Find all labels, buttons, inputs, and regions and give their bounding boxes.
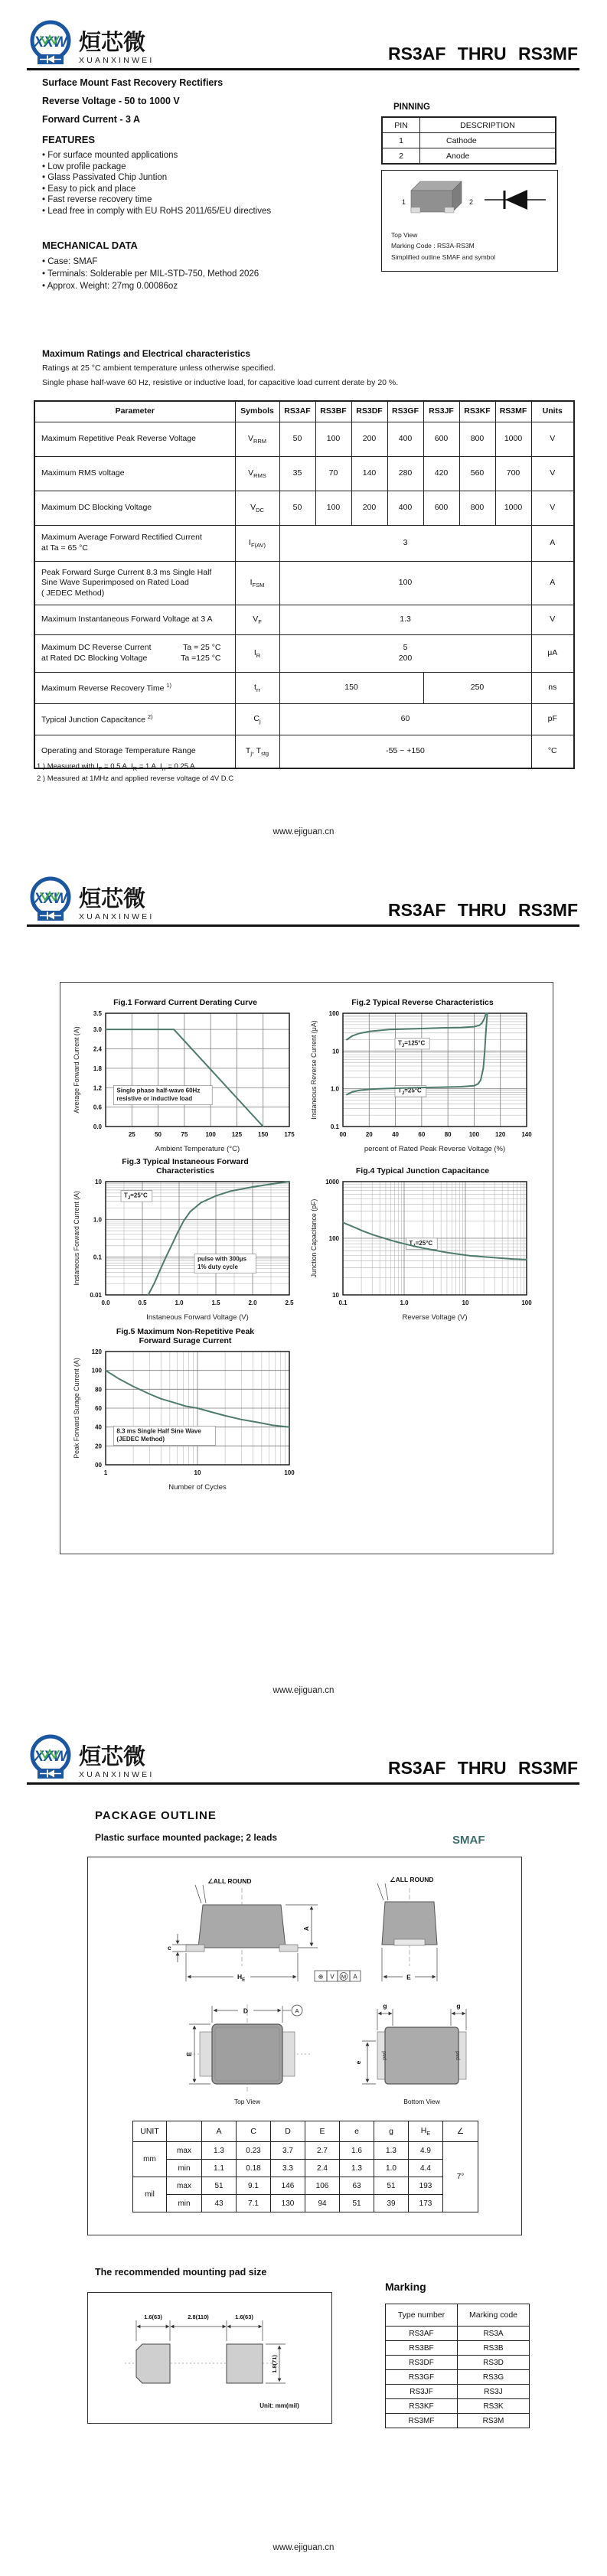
table-header-row [34,401,574,422]
footnote-2: 2 ) Measured at 1MHz and applied reverse voltage of 4V D.C [37,774,234,783]
svg-text:0.0: 0.0 [101,1299,110,1306]
page2-header [27,873,579,927]
svg-text:V: V [330,1973,335,1981]
footer-url: www.ejiguan.cn [272,827,335,836]
svg-text:∠ALL ROUND: ∠ALL ROUND [390,1876,434,1883]
pin-desc: Anode [420,148,556,165]
svg-text:A: A [295,2007,299,2014]
svg-text:percent of Rated Peak Reverse: percent of Rated Peak Reverse Voltage (%) [364,1145,506,1153]
doc-title: RS3AF THRU RS3MF [387,1758,578,1778]
table-row-vdc: Maximum DC Blocking Voltage $V_{DC}$ 50 100 200 400 600 800 1000 V [34,491,574,526]
figure-5 [70,1325,300,1499]
figure-4-title: Fig.4 Typical Junction Capacitance [355,1166,490,1176]
svg-text:M: M [341,1973,347,1981]
package-outline-title: PACKAGE OUTLINE [95,1809,217,1822]
pin-number: 1 [382,133,420,148]
col-rs3af: RS3AF [279,401,315,422]
svg-text:2.0: 2.0 [248,1299,257,1306]
svg-text:125: 125 [231,1131,243,1138]
dims-row-mil-min: min 43 7.1 130 94 51 39 173 [133,2195,478,2212]
svg-text:0.01: 0.01 [90,1292,102,1299]
svg-text:1.0: 1.0 [400,1299,409,1306]
svg-text:1.5: 1.5 [211,1299,220,1306]
svg-text:TJ​=25°C: $T_J=25^\circ C$ [409,1239,433,1249]
svg-text:50: 50 [155,1131,162,1138]
svg-text:40: 40 [95,1423,102,1431]
col-rs3df: RS3DF [351,401,387,422]
svg-text:100: 100 [91,1367,102,1374]
svg-text:XXW: XXW [34,34,67,51]
brand-name-en: XUANXINWEI [79,56,155,65]
svg-text:100: 100 [205,1131,216,1138]
diode-symbol-icon [485,190,546,210]
pinning-title: PINNING [393,103,430,112]
outline-caption-2: Marking Code : RS3A-RS3M [391,242,475,249]
pinning-table [381,116,556,165]
svg-text:0.1: 0.1 [93,1254,102,1261]
svg-text:100: 100 [328,1010,339,1017]
svg-text:2.8(110): 2.8(110) [188,2314,209,2320]
table-row: RS3MF RS3M [386,2414,530,2428]
svg-text:Number of Cycles: Number of Cycles [168,1483,227,1492]
brand-logo [27,1733,155,1781]
top-view [185,2004,312,2105]
svg-text:⊕: ⊕ [318,1973,324,1981]
table-row-trr: Maximum Reverse Recovery Time $^{1)}$ $t_{rr}$ 150 250 ns [34,673,574,704]
col-rs3kf: RS3KF [459,401,495,422]
ratings-table [34,400,575,769]
svg-text:c: c [168,1944,171,1952]
svg-text:8.3 ms Single Half Sine Wave: 8.3 ms Single Half Sine Wave [116,1427,201,1435]
col-units: Units [531,401,574,422]
dims-row-mil-max: mil max 51 9.1 146 106 63 51 193 [133,2177,478,2195]
svg-text:0.0: 0.0 [93,1123,102,1130]
mech-item: • Case: SMAF [42,256,371,268]
page1-header [27,17,579,70]
brand-logo [27,19,155,67]
svg-text:2.4: 2.4 [93,1045,102,1053]
brand-logo-icon [27,1733,74,1781]
col-rs3jf: RS3JF [423,401,459,422]
svg-text:pad: pad [455,2051,461,2060]
svg-text:80: 80 [95,1386,102,1394]
brand-name-en: XUANXINWEI [79,1770,155,1779]
svg-text:D: D [243,2007,249,2015]
angle-value: 7° [443,2142,478,2212]
mechanical-data-list [42,256,371,292]
footer-url: www.ejiguan.cn [272,2543,335,2552]
brand-logo [27,876,155,923]
svg-text:20: 20 [365,1131,373,1138]
svg-text:Single phase half-wave 60Hz: Single phase half-wave 60Hz [116,1087,201,1094]
svg-text:Instaneous Forward Current (A): Instaneous Forward Current (A) [73,1191,80,1286]
table-row-cj: Typical Junction Capacitance $^{2)}$ $C_j$ 60 pF [34,704,574,735]
svg-text:0.1: 0.1 [338,1299,348,1306]
table-row [382,148,556,165]
table-row-ifav: Maximum Average Forward Rectified Current at Ta = 65 °C $I_{F(AV)}$ 3 A [34,526,574,562]
marking-title: Marking [385,2281,426,2293]
svg-text:100: 100 [284,1469,295,1476]
svg-text:3.0: 3.0 [93,1026,102,1034]
brand-name-cn: 烜芯微 [79,31,146,55]
feature-item: • Easy to pick and place [42,184,364,195]
outline-caption-1: Top View [391,231,418,239]
tolerance-frame [315,1971,361,1981]
features-title: FEATURES [42,134,96,145]
table-row-vrms: Maximum RMS voltage $V_{RMS}$ 35 70 140 280 420 560 700 V [34,457,574,491]
brand-logo-icon [27,19,74,67]
product-line-1: Surface Mount Fast Recovery Rectifiers [42,77,224,88]
svg-text:Instaneous Forward Voltage (V): Instaneous Forward Voltage (V) [146,1313,249,1322]
page3-header [27,1731,579,1785]
pin2-label: 2 [469,198,474,206]
svg-text:A: A [302,1925,310,1932]
svg-text:40: 40 [392,1131,400,1138]
svg-text:HE: $H_E$ [237,1973,246,1983]
end-view [377,1876,437,1981]
svg-text:175: 175 [284,1131,295,1138]
footnote-1: 1 ) Measured with $I_F = 0.5$ A, $I_R = 1$ A, $I_{rr} = 0.25$ A [37,762,195,772]
figure-3-chart [70,1176,300,1325]
svg-text:pad: pad [382,2051,387,2060]
dimensions-table [132,2121,478,2212]
doc-title: RS3AF THRU RS3MF [387,44,578,64]
svg-text:80: 80 [444,1131,452,1138]
figure-1-chart [70,1007,300,1157]
svg-text:140: 140 [521,1131,532,1138]
svg-text:Ambient Temperature (°C): Ambient Temperature (°C) [155,1145,240,1153]
svg-text:100: 100 [521,1299,532,1306]
svg-text:1: 1 [103,1469,108,1476]
svg-text:1.6(63): 1.6(63) [144,2314,162,2320]
svg-text:E: E [185,2052,193,2056]
svg-text:1.2: 1.2 [93,1084,102,1092]
side-view [168,1877,361,1983]
svg-text:Unit: mm(mil): Unit: mm(mil) [259,2402,299,2409]
table-row: RS3BF RS3B [386,2341,530,2356]
svg-text:e: e [354,2060,362,2065]
svg-text:TJ​=25°C: $T_J=25^\circ C$ [398,1087,422,1097]
svg-text:0.6: 0.6 [93,1104,102,1111]
dims-row-mm-min: min 1.1 0.18 3.3 2.4 1.3 1.0 4.4 [133,2160,478,2177]
feature-item: • Lead free in comply with EU RoHS 2011/65/EU directives [42,206,364,217]
pinning-header-pin: PIN [382,117,420,133]
svg-text:E: E [406,1973,411,1981]
svg-text:TJ​=125°C: $T_J=125^\circ C$ [398,1039,426,1048]
product-line-3: Forward Current - 3 A [42,114,141,125]
brand-logo-icon [27,876,74,923]
marking-header-row: Type number Marking code [386,2304,530,2327]
table-row-vf: Maximum Instantaneous Forward Voltage at 3 A $V_F$ 1.3 V [34,605,574,635]
svg-text:∠ALL ROUND: ∠ALL ROUND [207,1877,252,1885]
svg-text:1000: 1000 [325,1179,339,1185]
svg-text:1.8(71): 1.8(71) [271,2355,278,2373]
mounting-pad-box [87,2292,332,2424]
dims-row-mm-max: mm max 1.3 0.23 3.7 2.7 1.6 1.3 4.9 7° [133,2142,478,2160]
table-row: RS3KF RS3K [386,2399,530,2414]
svg-text:Peak Forward Surage Current (A: Peak Forward Surage Current (A) [73,1358,80,1459]
svg-text:pulse with 300μs: pulse with 300μs [197,1255,247,1263]
figure-4-chart [308,1176,537,1325]
mounting-pad-drawing [88,2293,329,2421]
table-row: RS3JF RS3J [386,2385,530,2399]
svg-text:00: 00 [339,1131,347,1138]
svg-text:3.5: 3.5 [93,1010,102,1017]
svg-text:0.1: 0.1 [330,1123,339,1130]
table-row: RS3DF RS3D [386,2356,530,2370]
svg-text:1.8: 1.8 [93,1065,102,1072]
svg-text:150: 150 [258,1131,269,1138]
package-drawing-box [87,1857,522,2235]
svg-text:Top View: Top View [233,2098,261,2105]
col-symbols: Symbols [235,401,279,422]
package-symbol-drawing [382,171,555,230]
svg-text:resistive or inductive load: resistive or inductive load [116,1095,193,1103]
package-dimension-drawing [88,1857,519,2115]
svg-text:1.6(63): 1.6(63) [235,2314,253,2320]
col-rs3bf: RS3BF [315,401,351,422]
feature-item: • For surface mounted applications [42,150,364,161]
svg-text:60: 60 [95,1405,102,1412]
brand-name-cn: 烜芯微 [79,887,146,911]
svg-text:TJ​=25°C: $T_J=25^\circ C$ [124,1192,148,1202]
feature-item: • Glass Passivated Chip Juntion [42,172,364,184]
svg-text:XXW: XXW [34,891,67,907]
dims-header-row: UNIT A C D E e g $H_E$ ∠ [133,2121,478,2142]
pinning-header-desc: DESCRIPTION [420,117,556,133]
mounting-pad-title: The recommended mounting pad size [95,2267,267,2278]
package-outline-subtitle: Plastic surface mounted package; 2 leads [95,1832,278,1843]
footer-url: www.ejiguan.cn [272,1686,335,1695]
svg-text:10: 10 [194,1469,201,1476]
pin-desc: Cathode [420,133,556,148]
col-rs3mf: RS3MF [495,401,531,422]
svg-text:g: g [383,2002,387,2010]
figure-3 [70,1156,300,1329]
mechanical-data-title: MECHANICAL DATA [42,240,138,251]
brand-name-en: XUANXINWEI [79,912,155,921]
figure-2-chart [308,1007,537,1157]
outline-caption-3: Simplified outline SMAF and symbol [391,253,496,261]
brand-name-cn: 烜芯微 [79,1745,146,1769]
svg-text:1.0: 1.0 [93,1216,102,1224]
svg-text:Junction Capacitance (pF): Junction Capacitance (pF) [310,1198,318,1278]
svg-text:1% duty cycle: 1% duty cycle [197,1264,238,1271]
svg-text:(JEDEC Method): (JEDEC Method) [116,1436,165,1443]
svg-text:Average Forward Current (A): Average Forward Current (A) [73,1026,80,1114]
figure-1 [70,987,300,1161]
svg-text:10: 10 [462,1299,469,1306]
svg-text:120: 120 [91,1348,102,1355]
figure-5-title: Fig.5 Maximum Non-Repetitive Peak Forward Surage Current [116,1326,255,1345]
figure-1-title: Fig.1 Forward Current Derating Curve [113,997,257,1007]
svg-text:Instaneous Reverse Current (μA: Instaneous Reverse Current (μA) [310,1020,318,1120]
mech-item: • Terminals: Solderable per MIL-STD-750, Method 2026 [42,268,371,280]
svg-text:60: 60 [418,1131,426,1138]
features-list [42,150,364,217]
ratings-subtitle-1: Ratings at 25 °C ambient temperature unless otherwise specified. [42,364,276,373]
figure-4 [308,1156,537,1329]
svg-text:100: 100 [468,1131,480,1138]
col-parameter: Parameter [34,401,235,422]
table-row: RS3AF RS3A [386,2327,530,2341]
svg-text:1.0: 1.0 [330,1085,339,1093]
svg-text:20: 20 [95,1443,102,1450]
pin1-label: 1 [402,198,406,206]
ratings-subtitle-2: Single phase half-wave 60 Hz, resistive or inductive load, for capacitive load current derate by 20 %. [42,378,399,387]
svg-text:10: 10 [332,1292,339,1299]
pin-number: 2 [382,148,420,165]
svg-text:100: 100 [328,1235,339,1242]
feature-item: • Fast reverse recovery time [42,194,364,206]
svg-text:0.5: 0.5 [138,1299,147,1306]
mech-item: • Approx. Weight: 27mg 0.00086oz [42,280,371,292]
package-name: SMAF [452,1834,485,1847]
svg-text:75: 75 [181,1131,188,1138]
svg-text:A: A [353,1973,357,1981]
table-row: RS3GF RS3G [386,2370,530,2385]
ratings-title: Maximum Ratings and Electrical characteristics [42,348,251,359]
package-outline-box [381,170,558,272]
col-rs3gf: RS3GF [387,401,423,422]
svg-text:10: 10 [95,1179,102,1185]
figure-3-title: Fig.3 Typical Instaneous Forward Characteristics [122,1156,249,1176]
table-row [382,133,556,148]
svg-text:XXW: XXW [34,1749,67,1765]
table-row-tstg: Operating and Storage Temperature Range $T_j$, $T_{stg}$ -55 ~ +150 °C [34,735,574,769]
svg-text:10: 10 [332,1048,339,1055]
figure-2-title: Fig.2 Typical Reverse Characteristics [351,997,494,1007]
table-row-vrrm: Maximum Repetitive Peak Reverse Voltage $V_{RRM}$ 50 100 200 400 600 800 1000 V [34,422,574,457]
doc-title: RS3AF THRU RS3MF [387,900,578,920]
svg-text:2.5: 2.5 [285,1299,294,1306]
svg-text:25: 25 [128,1131,135,1138]
svg-text:1.0: 1.0 [175,1299,184,1306]
svg-text:g: g [456,2002,461,2010]
marking-table [385,2304,530,2428]
svg-text:Reverse Voltage (V): Reverse Voltage (V) [402,1313,468,1322]
svg-text:120: 120 [495,1131,506,1138]
figure-5-chart [70,1345,300,1495]
table-row-ifsm: Peak Forward Surge Current 8.3 ms Single Half Sine Wave Superimposed on Rated Load ( JEDEC Method) $I_{FSM}$ 100 A [34,562,574,605]
bottom-view [354,2002,466,2105]
feature-item: • Low profile package [42,161,364,173]
table-row-ir: Maximum DC Reverse Current Ta = 25 °C at Rated DC Blocking Voltage Ta =125 °C $I_R$ 5 200 μA [34,635,574,673]
product-line-2: Reverse Voltage - 50 to 1000 V [42,96,180,106]
svg-text:Bottom View: Bottom View [403,2098,440,2105]
svg-text:00: 00 [95,1462,102,1469]
figure-2 [308,987,537,1161]
